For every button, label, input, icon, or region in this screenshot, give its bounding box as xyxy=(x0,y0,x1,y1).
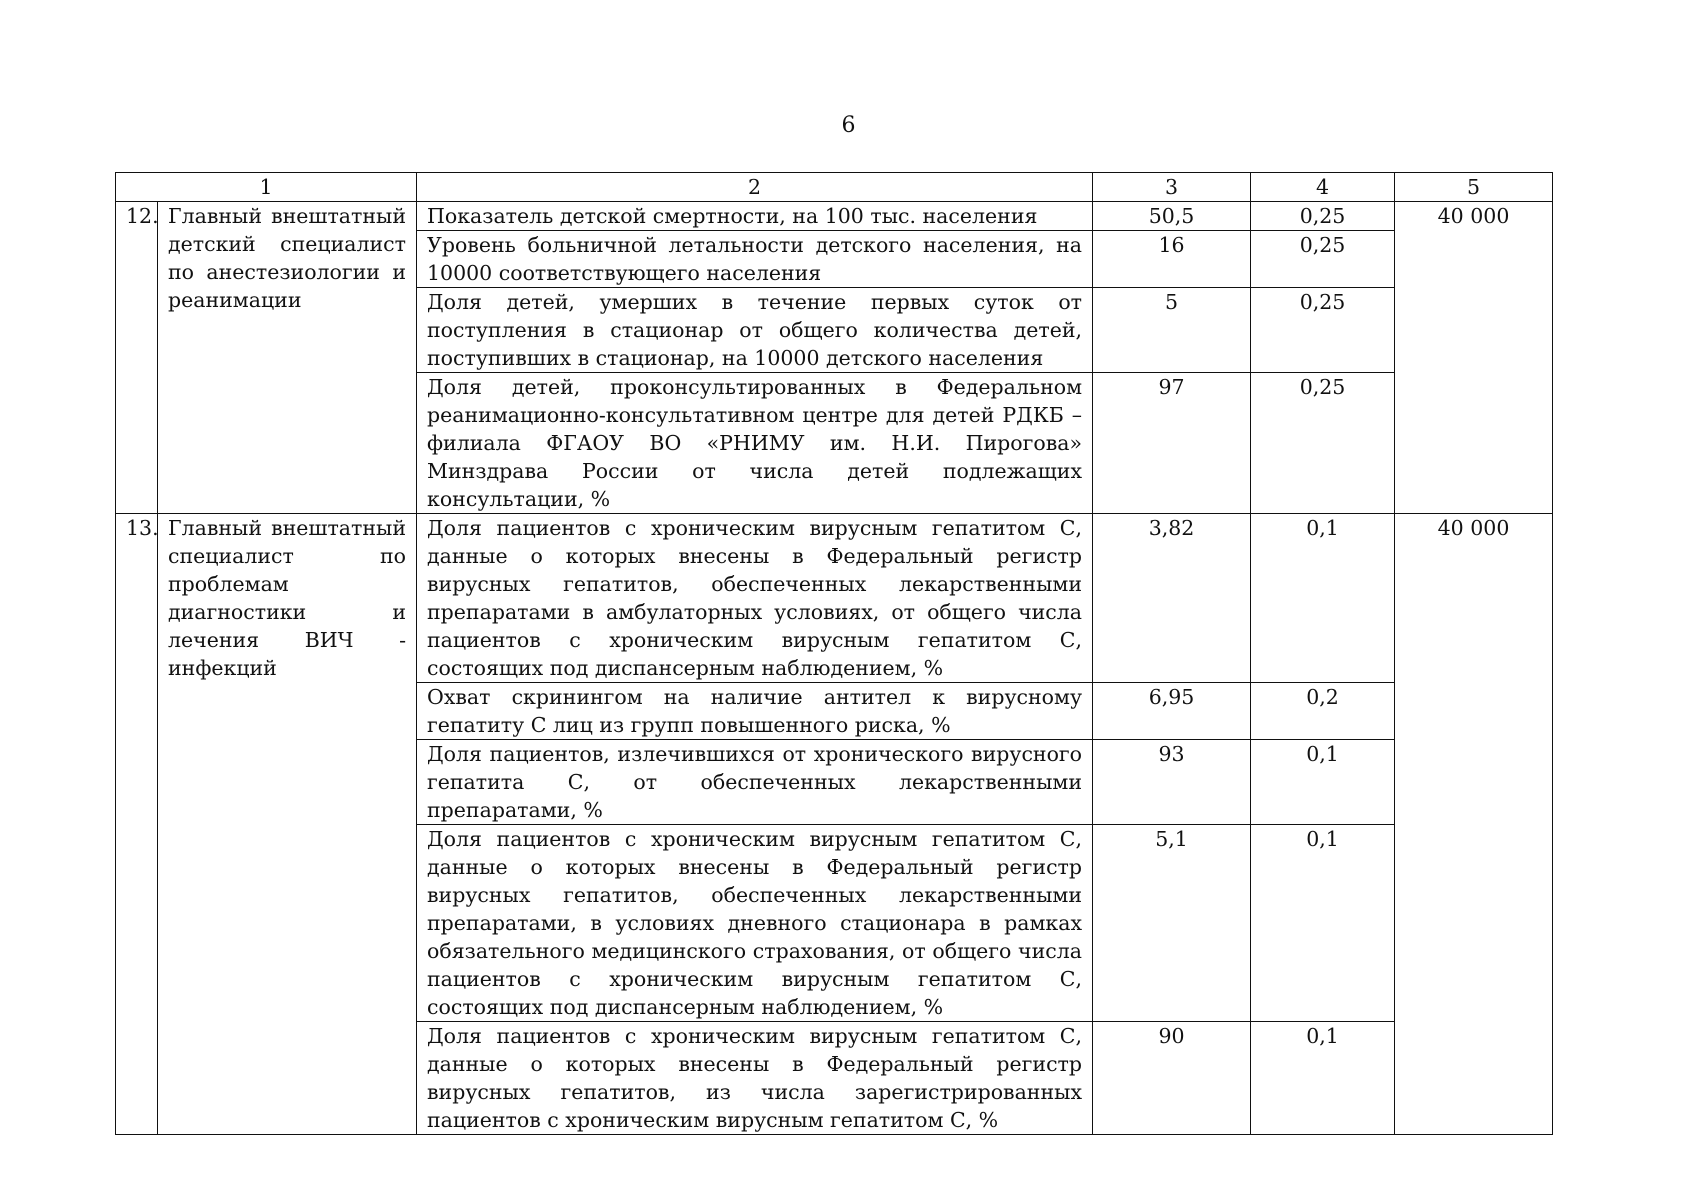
header-cell-5: 5 xyxy=(1395,173,1553,202)
weight-value: 0,25 xyxy=(1251,373,1395,514)
indicator-text: Уровень больничной летальности детского населения, на 10000 соответствующего населения xyxy=(417,231,1093,288)
weight-value: 0,1 xyxy=(1251,514,1395,683)
target-value: 3,82 xyxy=(1093,514,1251,683)
specialist-name: Главный внештатный специалист по проблемам диагностики и лечения ВИЧ - инфекций xyxy=(158,514,417,1135)
weight-value: 0,25 xyxy=(1251,288,1395,373)
indicator-text: Охват скринингом на наличие антител к вирусному гепатиту С лиц из групп повышенного риска, % xyxy=(417,683,1093,740)
indicator-text: Доля пациентов, излечившихся от хронического вирусного гепатита С, от обеспеченных лекарственными препаратами, % xyxy=(417,740,1093,825)
target-value: 5 xyxy=(1093,288,1251,373)
indicator-text: Доля детей, умерших в течение первых суток от поступления в стационар от общего количества детей, поступивших в стационар, на 10000 детского населения xyxy=(417,288,1093,373)
page-number: 6 xyxy=(841,113,856,138)
specialist-name: Главный внештатный детский специалист по анестезиологии и реанимации xyxy=(158,202,417,514)
row-number: 13. xyxy=(116,514,158,1135)
table-header-row xyxy=(116,173,1553,202)
indicator-text: Доля детей, проконсультированных в Федеральном реанимационно-консультативном центре для детей РДКБ – филиала ФГАОУ ВО «РНИМУ им. Н.И. Пирогова» Минздрава России от числа детей подлежащих консультации, % xyxy=(417,373,1093,514)
weight-value: 0,25 xyxy=(1251,231,1395,288)
indicator-text: Доля пациентов с хроническим вирусным гепатитом С, данные о которых внесены в Федеральный регистр вирусных гепатитов, обеспеченных лекарственными препаратами в амбулаторных условиях, от общего числа пациентов с хроническим вирусным гепатитом С, состоящих под диспансерным наблюдением, % xyxy=(417,514,1093,683)
weight-value: 0,1 xyxy=(1251,740,1395,825)
weight-value: 0,2 xyxy=(1251,683,1395,740)
indicator-text: Доля пациентов с хроническим вирусным гепатитом С, данные о которых внесены в Федеральный регистр вирусных гепатитов, обеспеченных лекарственными препаратами, в условиях дневного стационара в рамках обязательного медицинского страхования, от общего числа пациентов с хроническим вирусным гепатитом С, состоящих под диспансерным наблюдением, % xyxy=(417,825,1093,1022)
weight-value: 0,1 xyxy=(1251,1022,1395,1135)
target-value: 97 xyxy=(1093,373,1251,514)
amount-value: 40 000 xyxy=(1395,202,1553,514)
target-value: 93 xyxy=(1093,740,1251,825)
amount-value: 40 000 xyxy=(1395,514,1553,1135)
target-value: 50,5 xyxy=(1093,202,1251,231)
indicators-table xyxy=(115,172,1553,1135)
row-number: 12. xyxy=(116,202,158,514)
weight-value: 0,1 xyxy=(1251,825,1395,1022)
target-value: 6,95 xyxy=(1093,683,1251,740)
table-row xyxy=(116,514,1553,683)
header-cell-4: 4 xyxy=(1251,173,1395,202)
target-value: 5,1 xyxy=(1093,825,1251,1022)
target-value: 90 xyxy=(1093,1022,1251,1135)
header-cell-2: 2 xyxy=(417,173,1093,202)
target-value: 16 xyxy=(1093,231,1251,288)
header-cell-3: 3 xyxy=(1093,173,1251,202)
table-row xyxy=(116,202,1553,231)
header-cell-1: 1 xyxy=(116,173,417,202)
indicator-text: Доля пациентов с хроническим вирусным гепатитом С, данные о которых внесены в Федеральный регистр вирусных гепатитов, из числа зарегистрированных пациентов с хроническим вирусным гепатитом С, % xyxy=(417,1022,1093,1135)
weight-value: 0,25 xyxy=(1251,202,1395,231)
indicator-text: Показатель детской смертности, на 100 тыс. населения xyxy=(417,202,1093,231)
